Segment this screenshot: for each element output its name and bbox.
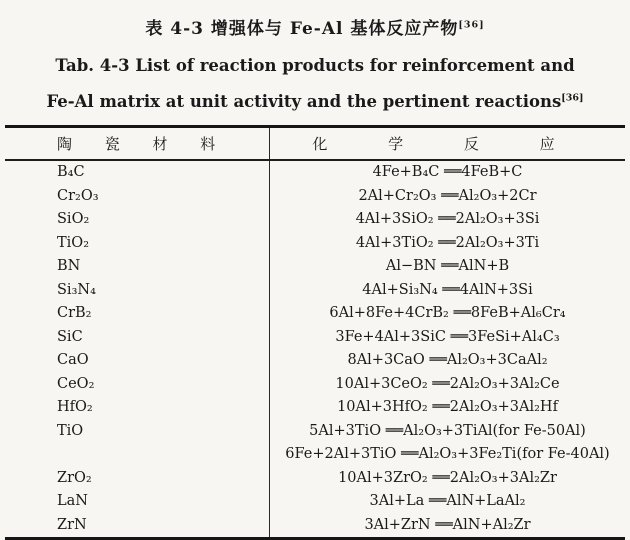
table-title-en-line1: Tab. 4-3 List of reaction products for reinforcement and <box>55 56 575 75</box>
table-row <box>5 208 625 232</box>
material-cell: SiO₂ <box>5 208 270 232</box>
cn-citation-ref: [36] <box>458 19 485 31</box>
material-cell: SiC <box>5 326 270 350</box>
reaction-cell: 4Fe+B₄C ══4FeB+C <box>372 164 523 180</box>
table-row <box>5 255 625 279</box>
table-title-cn <box>0 18 630 40</box>
reaction-cell: 4Al+3SiO₂ ══2Al₂O₃+3Si <box>355 211 540 227</box>
table-row <box>5 349 625 373</box>
table-row <box>5 467 625 491</box>
table-row <box>5 373 625 397</box>
table-row <box>5 420 625 444</box>
material-cell: TiO <box>5 420 270 444</box>
reaction-cell: 10Al+3CeO₂ ══2Al₂O₃+3Al₂Ce <box>335 375 560 392</box>
reaction-cell: 6Fe+2Al+3TiO ══Al₂O₃+3Fe₂Ti(for Fe-40Al) <box>285 446 610 462</box>
reaction-cell: 4Al+Si₃N₄ ══4AlN+3Si <box>362 281 533 298</box>
table-row <box>5 185 625 209</box>
material-column-header: 陶 瓷 材 料 <box>5 127 270 161</box>
table-title-en-line2-text: Fe-Al matrix at unit activity and the pertinent reactions <box>46 92 562 111</box>
table-row <box>5 490 625 514</box>
reaction-cell: 8Al+3CaO ══Al₂O₃+3CaAl₂ <box>347 352 548 368</box>
material-cell: LaN <box>5 490 270 514</box>
reaction-cell: 4Al+3TiO₂ ══2Al₂O₃+3Ti <box>355 234 540 251</box>
material-cell: CaO <box>5 349 270 373</box>
material-cell <box>5 443 270 467</box>
reaction-cell: 2Al+Cr₂O₃ ══Al₂O₃+2Cr <box>358 187 537 204</box>
table-row <box>5 279 625 303</box>
table-body <box>5 160 625 539</box>
reaction-column-header: 化 学 反 应 <box>270 127 626 161</box>
header-row <box>5 127 625 161</box>
reaction-cell: 10Al+3HfO₂ ══2Al₂O₃+3Al₂Hf <box>337 399 558 415</box>
reaction-cell: 5Al+3TiO ══Al₂O₃+3TiAl(for Fe-50Al) <box>309 422 586 439</box>
material-cell: CeO₂ <box>5 373 270 397</box>
material-cell: BN <box>5 255 270 279</box>
table-row <box>5 514 625 539</box>
material-cell: ZrO₂ <box>5 467 270 491</box>
table-row <box>5 160 625 185</box>
reaction-cell: 6Al+8Fe+4CrB₂ ══8FeB+Al₆Cr₄ <box>329 305 566 321</box>
reaction-table <box>5 125 625 540</box>
reaction-cell: 10Al+3ZrO₂ ══2Al₂O₃+3Al₂Zr <box>338 469 557 486</box>
material-cell: ZrN <box>5 514 270 539</box>
material-cell: Si₃N₄ <box>5 279 270 303</box>
material-cell: Cr₂O₃ <box>5 185 270 209</box>
reaction-cell: Al−BN ══AlN+B <box>385 258 510 274</box>
material-cell: CrB₂ <box>5 302 270 326</box>
reaction-cell: 3Al+ZrN ══AlN+Al₂Zr <box>364 516 531 533</box>
table-title-en-line2 <box>0 91 630 112</box>
material-cell: HfO₂ <box>5 396 270 420</box>
table-title-cn-text: 表 4-3 增强体与 Fe-Al 基体反应产物 <box>145 19 459 39</box>
material-cell: B₄C <box>5 160 270 185</box>
table-row <box>5 396 625 420</box>
table-row <box>5 443 625 467</box>
reaction-cell: 3Fe+4Al+3SiC ══3FeSi+Al₄C₃ <box>335 328 560 345</box>
table-row <box>5 302 625 326</box>
reaction-cell: 3Al+La ══AlN+LaAl₂ <box>369 493 526 509</box>
table-row <box>5 232 625 256</box>
material-cell: TiO₂ <box>5 232 270 256</box>
en-citation-ref: [36] <box>561 92 584 104</box>
table-row <box>5 326 625 350</box>
